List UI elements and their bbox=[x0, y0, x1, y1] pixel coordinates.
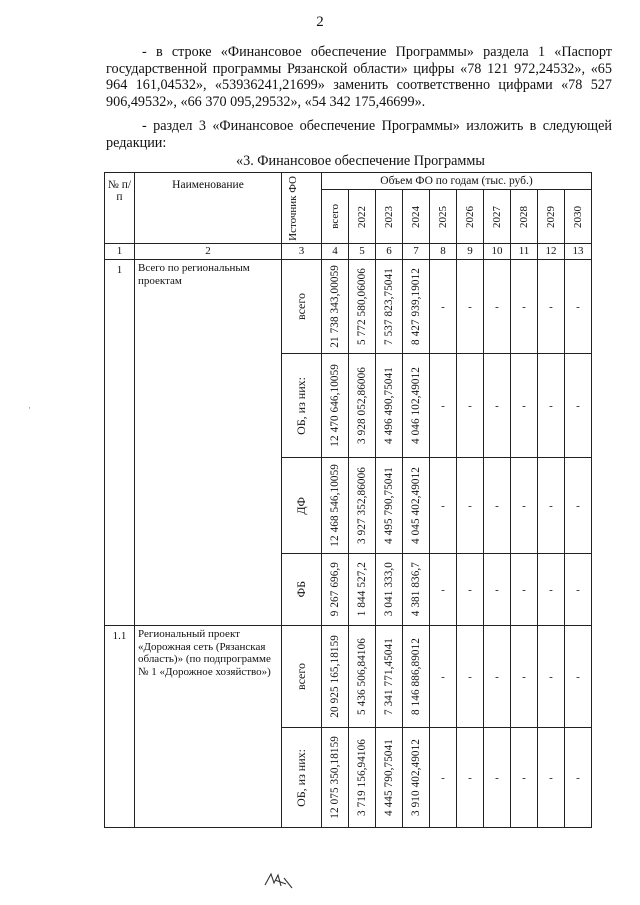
cell-2025: - bbox=[430, 728, 457, 828]
financing-table bbox=[104, 172, 592, 828]
cell-2028: - bbox=[511, 354, 538, 458]
cell-2023: 7 341 771,45041 bbox=[376, 626, 403, 728]
cell-2027: - bbox=[484, 626, 511, 728]
header-num: № п/п bbox=[105, 173, 135, 244]
cell-2023: 4 495 790,75041 bbox=[376, 458, 403, 554]
cell-2026: - bbox=[457, 354, 484, 458]
cell-2022: 1 844 527,2 bbox=[349, 554, 376, 626]
cell-2024: 3 910 402,49012 bbox=[403, 728, 430, 828]
header-year: 2024 bbox=[403, 190, 430, 244]
paragraph-section-3 bbox=[106, 118, 612, 151]
cell-2028: - bbox=[511, 260, 538, 354]
column-number: 4 bbox=[322, 244, 349, 260]
cell-2027: - bbox=[484, 554, 511, 626]
table-title: «3. Финансовое обеспечение Программы bbox=[236, 153, 485, 169]
cell-2028: - bbox=[511, 728, 538, 828]
row-source: ОБ, из них: bbox=[282, 354, 322, 458]
cell-total: 21 738 343,00059 bbox=[322, 260, 349, 354]
column-number: 3 bbox=[282, 244, 322, 260]
page-number: 2 bbox=[316, 14, 324, 30]
header-total: всего bbox=[322, 190, 349, 244]
row-name: Всего по региональным проектам bbox=[135, 260, 282, 626]
cell-2030: - bbox=[565, 354, 592, 458]
column-number: 9 bbox=[457, 244, 484, 260]
cell-2024: 4 046 102,49012 bbox=[403, 354, 430, 458]
cell-2026: - bbox=[457, 458, 484, 554]
cell-2024: 4 381 836,7 bbox=[403, 554, 430, 626]
header-year: 2022 bbox=[349, 190, 376, 244]
column-number: 10 bbox=[484, 244, 511, 260]
header-source: Источник ФО bbox=[282, 173, 322, 244]
column-number: 5 bbox=[349, 244, 376, 260]
column-number: 7 bbox=[403, 244, 430, 260]
signature-mark bbox=[262, 870, 296, 892]
column-number: 1 bbox=[105, 244, 135, 260]
cell-2027: - bbox=[484, 260, 511, 354]
cell-2022: 5 772 580,06006 bbox=[349, 260, 376, 354]
paragraph-text: - раздел 3 «Финансовое обеспечение Программы» изложить в следующей редакции: bbox=[106, 118, 612, 151]
row-source: всего bbox=[282, 626, 322, 728]
header-year: 2027 bbox=[484, 190, 511, 244]
row-num: 1.1 bbox=[105, 626, 135, 828]
column-numbers-row bbox=[105, 244, 592, 260]
header-year: 2026 bbox=[457, 190, 484, 244]
paragraph-replace-figures bbox=[106, 44, 612, 110]
column-number: 6 bbox=[376, 244, 403, 260]
cell-2028: - bbox=[511, 458, 538, 554]
table-row bbox=[105, 260, 592, 354]
row-num: 1 bbox=[105, 260, 135, 626]
cell-2028: - bbox=[511, 554, 538, 626]
table-row bbox=[105, 626, 592, 728]
column-number: 13 bbox=[565, 244, 592, 260]
cell-2030: - bbox=[565, 554, 592, 626]
row-source: ОБ, из них: bbox=[282, 728, 322, 828]
cell-2025: - bbox=[430, 354, 457, 458]
cell-2023: 7 537 823,75041 bbox=[376, 260, 403, 354]
cell-2030: - bbox=[565, 626, 592, 728]
row-source: ДФ bbox=[282, 458, 322, 554]
cell-2029: - bbox=[538, 354, 565, 458]
header-year: 2023 bbox=[376, 190, 403, 244]
column-number: 12 bbox=[538, 244, 565, 260]
header-year: 2030 bbox=[565, 190, 592, 244]
cell-2024: 8 427 939,19012 bbox=[403, 260, 430, 354]
cell-2028: - bbox=[511, 626, 538, 728]
cell-2027: - bbox=[484, 354, 511, 458]
cell-2026: - bbox=[457, 554, 484, 626]
cell-2026: - bbox=[457, 626, 484, 728]
cell-2027: - bbox=[484, 728, 511, 828]
scan-speck: · bbox=[28, 403, 31, 413]
row-source: всего bbox=[282, 260, 322, 354]
cell-total: 9 267 696,9 bbox=[322, 554, 349, 626]
cell-2029: - bbox=[538, 554, 565, 626]
cell-2025: - bbox=[430, 260, 457, 354]
cell-2029: - bbox=[538, 458, 565, 554]
cell-2027: - bbox=[484, 458, 511, 554]
cell-total: 20 925 165,18159 bbox=[322, 626, 349, 728]
cell-2023: 3 041 333,0 bbox=[376, 554, 403, 626]
column-number: 8 bbox=[430, 244, 457, 260]
column-number: 11 bbox=[511, 244, 538, 260]
header-year: 2028 bbox=[511, 190, 538, 244]
cell-2023: 4 496 490,75041 bbox=[376, 354, 403, 458]
cell-total: 12 470 646,10059 bbox=[322, 354, 349, 458]
cell-2025: - bbox=[430, 626, 457, 728]
cell-2025: - bbox=[430, 554, 457, 626]
cell-2030: - bbox=[565, 260, 592, 354]
cell-2023: 4 445 790,75041 bbox=[376, 728, 403, 828]
header-volume: Объем ФО по годам (тыс. руб.) bbox=[322, 173, 592, 190]
cell-2022: 5 436 506,84106 bbox=[349, 626, 376, 728]
cell-2026: - bbox=[457, 728, 484, 828]
cell-total: 12 075 350,18159 bbox=[322, 728, 349, 828]
cell-2025: - bbox=[430, 458, 457, 554]
paragraph-text: - в строке «Финансовое обеспечение Программы» раздела 1 «Паспорт государственной программы Рязанской области» цифры «78 121 972,24532», «65 964 161,04532», «53936241,21699» заменить соответственно цифрами «78 527 906,49532», «66 370 095,29532», «54 342 175,46699». bbox=[106, 44, 612, 110]
cell-2029: - bbox=[538, 728, 565, 828]
cell-total: 12 468 546,10059 bbox=[322, 458, 349, 554]
header-name: Наименование bbox=[135, 173, 282, 244]
cell-2022: 3 719 156,94106 bbox=[349, 728, 376, 828]
header-year: 2025 bbox=[430, 190, 457, 244]
cell-2022: 3 927 352,86006 bbox=[349, 458, 376, 554]
cell-2029: - bbox=[538, 626, 565, 728]
cell-2026: - bbox=[457, 260, 484, 354]
cell-2030: - bbox=[565, 728, 592, 828]
cell-2022: 3 928 052,86006 bbox=[349, 354, 376, 458]
header-year: 2029 bbox=[538, 190, 565, 244]
cell-2029: - bbox=[538, 260, 565, 354]
row-name: Региональный проект «Дорожная сеть (Рязанская область)» (по подпрограмме № 1 «Дорожное хозяйство») bbox=[135, 626, 282, 828]
row-source: ФБ bbox=[282, 554, 322, 626]
cell-2024: 8 146 886,89012 bbox=[403, 626, 430, 728]
cell-2030: - bbox=[565, 458, 592, 554]
cell-2024: 4 045 402,49012 bbox=[403, 458, 430, 554]
column-number: 2 bbox=[135, 244, 282, 260]
